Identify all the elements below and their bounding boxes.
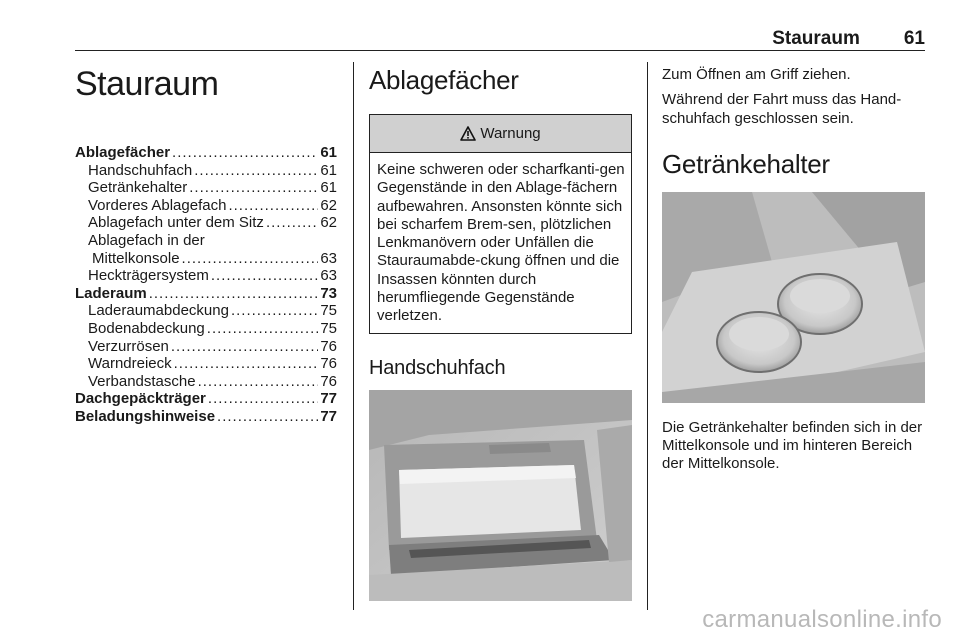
toc-entry-label: Ablagefach in der <box>88 231 205 249</box>
toc-entry-label: Handschuhfach <box>88 161 193 179</box>
toc-leader-dots <box>182 250 319 268</box>
watermark: carmanualsonline.info <box>702 606 942 633</box>
toc-entry-label: Ablagefächer <box>75 144 171 161</box>
toc-leader-dots <box>208 390 318 408</box>
toc-entry-page: 61 <box>320 144 337 161</box>
toc-entry-label: Dachgepäckträger <box>75 390 206 408</box>
section-title-storage: Ablagefächer <box>369 65 519 95</box>
toc-entry-page: 76 <box>320 337 337 355</box>
toc-entry[interactable] <box>75 320 337 338</box>
toc-entry-page: 62 <box>320 214 337 232</box>
toc-leader-dots <box>207 320 319 338</box>
toc-entry-label: Laderaum <box>75 284 147 302</box>
toc-entry[interactable] <box>75 197 337 215</box>
cupholder-photo <box>662 192 925 403</box>
toc-entry-page: 76 <box>320 372 337 390</box>
toc-entry[interactable] <box>75 250 337 268</box>
toc-leader-dots <box>172 144 318 162</box>
toc-entry-page: 61 <box>320 179 337 197</box>
toc-entry-label: Warndreieck <box>88 355 172 373</box>
subsection-title-glovebox: Handschuhfach <box>369 356 506 379</box>
glovebox-photo <box>369 390 632 601</box>
cupholder-text: Die Getränkehalter befinden sich in der Mittelkonsole und im hinteren Bereich der Mittelkonsole. <box>662 418 923 473</box>
toc-entry-label: Verzurrösen <box>88 337 169 355</box>
toc-entry[interactable] <box>75 232 337 250</box>
running-head <box>75 28 925 50</box>
page-number: 61 <box>903 28 925 49</box>
toc-leader-dots <box>231 302 318 320</box>
toc-leader-dots <box>189 179 318 197</box>
warning-header <box>370 115 631 153</box>
toc-entry-label: Vorderes Ablagefach <box>88 196 227 214</box>
toc-entry[interactable] <box>75 302 337 320</box>
chapter-title: Stauraum <box>75 65 219 103</box>
toc-entry-page: 63 <box>320 267 337 285</box>
toc-entry-page: 63 <box>320 249 337 267</box>
toc-entry[interactable] <box>75 390 337 408</box>
toc-leader-dots <box>171 338 318 356</box>
toc-leader-dots <box>149 285 319 303</box>
toc-entry-label: Beladungshinweise <box>75 407 216 425</box>
section-title-cupholder: Getränkehalter <box>662 148 830 179</box>
toc-entry-page: 76 <box>320 355 337 373</box>
toc-leader-dots <box>198 373 319 391</box>
toc-entry[interactable] <box>75 373 337 391</box>
toc-entry-page: 73 <box>320 284 337 302</box>
toc-entry[interactable] <box>75 408 337 426</box>
warning-title: Warnung <box>480 125 541 142</box>
toc-entry[interactable] <box>75 179 337 197</box>
toc-entry-page: 77 <box>320 390 337 408</box>
toc-column <box>75 62 337 426</box>
toc-entry-label: Mittelkonsole <box>92 249 180 267</box>
toc-leader-dots <box>266 214 318 232</box>
toc-entry-label: Ablagefach unter dem Sitz <box>88 214 264 232</box>
toc-leader-dots <box>228 197 318 215</box>
toc-entry[interactable] <box>75 214 337 232</box>
toc-entry-page: 61 <box>320 161 337 179</box>
toc-entry-page: 77 <box>320 407 337 425</box>
storage-column <box>369 62 632 601</box>
warning-triangle-icon <box>460 126 476 141</box>
toc-entry-label: Heckträgersystem <box>88 267 209 285</box>
header-rule <box>75 50 925 51</box>
toc-entry-label: Getränkehalter <box>88 179 188 197</box>
warning-box <box>369 114 632 334</box>
glovebox-closed-text: Während der Fahrt muss das Hand-schuhfach geschlossen sein. <box>662 91 902 127</box>
toc-entry-page: 75 <box>320 302 337 320</box>
toc-entry-page: 75 <box>320 319 337 337</box>
toc-entry[interactable] <box>75 355 337 373</box>
toc-entry[interactable] <box>75 162 337 180</box>
toc-entry[interactable] <box>75 267 337 285</box>
toc-leader-dots <box>217 408 318 426</box>
column-divider-right <box>647 62 648 610</box>
glovebox-open-text: Zum Öffnen am Griff ziehen. <box>662 66 851 83</box>
toc-entry-label: Bodenabdeckung <box>88 319 205 337</box>
running-head-title: Stauraum <box>772 28 860 49</box>
cupholder-column <box>662 62 925 474</box>
warning-text: Keine schweren oder scharfkanti-gen Gegenstände in den Ablage-fächern aufbewahren. Ansonsten könnte sich bei scharfem Brem-sen, plötzlichen Lenkmanövern oder Unfällen die Stauraumabde-ckung öffnen und die Insassen könnten durch herumfliegende Gegenstände verletzen. <box>377 161 625 325</box>
toc-entry-label: Verbandstasche <box>88 372 196 390</box>
toc-leader-dots <box>194 162 318 180</box>
toc-entry[interactable] <box>75 285 337 303</box>
toc-entry[interactable] <box>75 338 337 356</box>
toc-leader-dots <box>211 267 318 285</box>
table-of-contents <box>75 144 337 426</box>
toc-entry-label: Laderaumabdeckung <box>88 302 229 320</box>
column-divider-left <box>353 62 354 610</box>
toc-leader-dots <box>174 355 319 373</box>
toc-entry[interactable] <box>75 144 337 162</box>
toc-entry-page: 62 <box>320 196 337 214</box>
